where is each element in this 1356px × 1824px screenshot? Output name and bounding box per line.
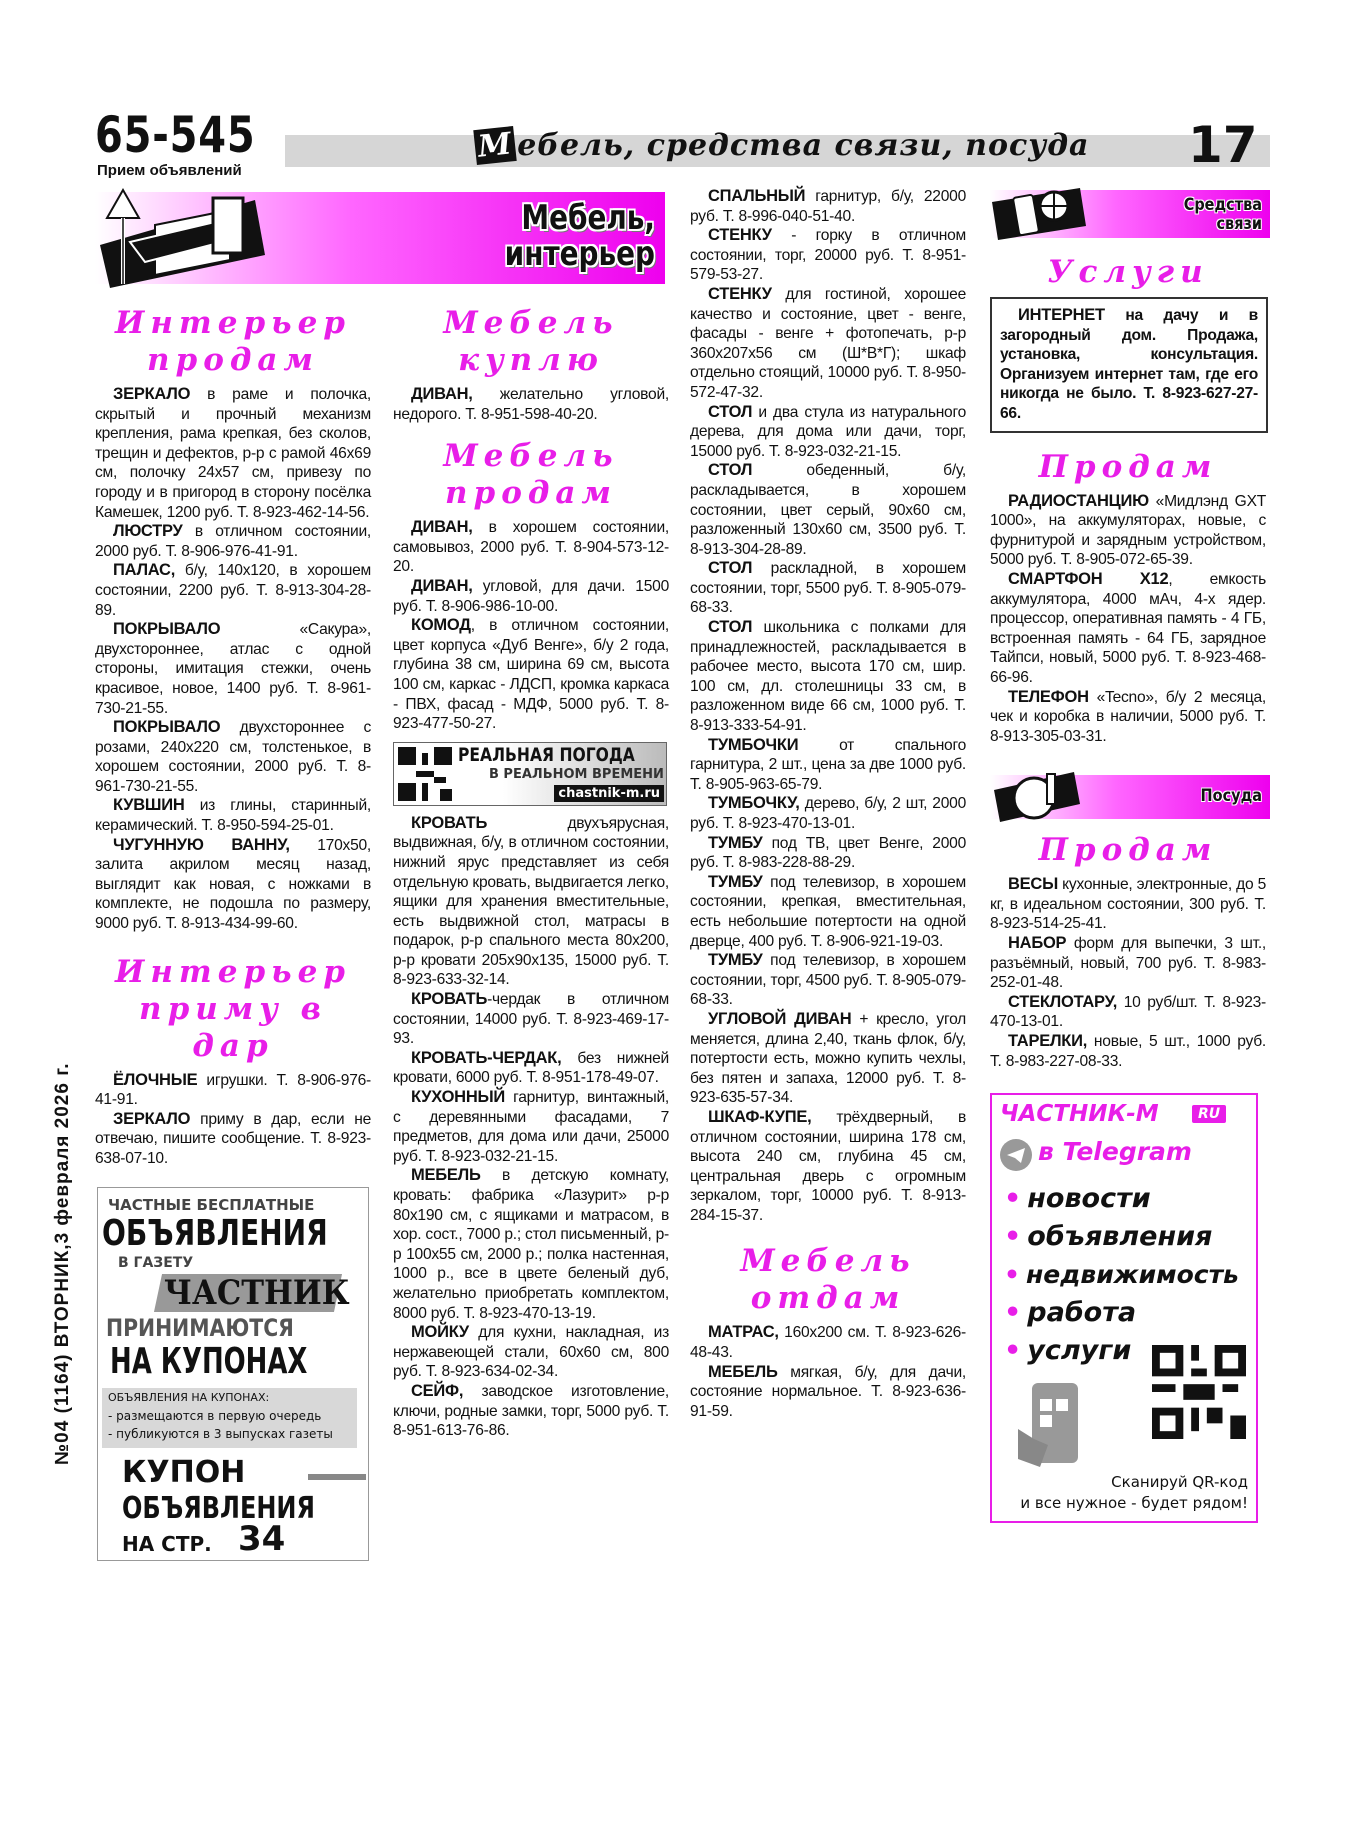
ad-text: под телевизор, в хорошем состоянии, торг, 4500 руб. Т. 8-905-079-68-33. [690,952,966,1009]
ad-keyword: СТЕНКУ [708,284,772,303]
ad-item [393,1088,669,1166]
telegram-caption: Сканируй QR-код [1111,1473,1248,1492]
ad-item [393,1049,669,1088]
ad-text: дерево, б/у, 2 шт, 2000 руб. Т. 8-923-470-13-01. [690,795,966,832]
section-heading: Продам [1038,448,1218,485]
ad-keyword: ЧУГУННУЮ ВАННУ, [113,835,290,854]
banner-line: интерьер [504,234,655,274]
ad-text: от спального гарнитура, 2 шт., цена за две 1000 руб. Т. 8-905-963-65-79. [690,736,966,793]
section-heading: Интерьер [115,953,351,990]
ad-text: кухонные, электронные, до 5 кг, в идеальном состоянии, 300 руб. Т. 8-923-514-25-41. [990,876,1266,933]
ad-keyword: СТОЛ [708,461,753,480]
ad-keyword: СТЕКЛОТАРУ, [1008,992,1118,1011]
section-heading: приму в дар [139,990,327,1064]
ad-item [393,1166,669,1323]
telegram-icon [1000,1139,1032,1171]
ad-keyword: СЕЙФ, [411,1381,464,1400]
ad-item [393,385,669,424]
section-heading: Интерьер [115,305,351,341]
ad-item [690,403,966,462]
ad-item [690,187,966,226]
column-2 [393,305,669,1441]
telegram-list-item: • недвижимость [1004,1260,1239,1290]
ad-item [690,794,966,833]
ad-text: школьника с полками для принадлежностей, раскладывается в рабочее место, высота 170 см, шир. 100 см, дл. столешницы 33 см, в разложенном виде 66 см, 1000 руб. Т. 8-913-333-54-91. [690,619,966,735]
ad-keyword: ПАЛАС, [113,561,176,580]
ad-text: игрушки. Т. 8-906-976-41-91. [95,1071,371,1109]
ad-text: 160х200 см. Т. 8-923-626-48-43. [690,1324,966,1362]
communication-banner-title [1150,196,1262,234]
ad-text: , в отличном состоянии, цвет корпуса «Дуб Венге», б/у 2 года, глубина 38 см, ширина 69 см, высота 100 см, каркас - ЛДСП, кромка каркаса - ПВХ, фасад - МДФ, 5000 руб. Т. 8-923-477-50-27. [393,617,669,733]
section-heading: Услуги [1047,254,1209,290]
ad-text: + кресло, угол меняется, длина 2,40, ткань флок, б/у, потертости есть, можно купить чехлы, без пятен и запаха, 12000 руб. Т. 8-923-635-57-34. [690,1010,966,1107]
ad-keyword: СТОЛ [708,559,753,578]
ad-item [990,993,1266,1032]
ad-item [690,226,966,285]
ad-item [690,559,966,618]
section-heading: Мебель [740,1243,916,1280]
ad-keyword: СТОЛ [708,618,753,637]
section-furniture-sell-cont [393,814,669,1441]
coupon-to: В ГАЗЕТУ [118,1254,194,1271]
weather-ad[interactable] [393,742,667,806]
ad-keyword: КУВШИН [113,796,185,815]
coupon-subtitle: ОБЪЯВЛЕНИЯ [122,1490,315,1526]
ad-text: б/у, 140х120, в хорошем состоянии, 2200 руб. Т. 8-913-304-28-89. [95,562,371,619]
coupon-top: ЧАСТНЫЕ БЕСПЛАТНЫЕ [108,1195,315,1214]
weather-ad-site[interactable]: chastnik-m.ru [554,785,664,802]
coupon-title: КУПОН [122,1454,246,1490]
coupon-page-prefix: НА СТР. [122,1531,212,1556]
ad-keyword: УГЛОВОЙ ДИВАН [708,1009,852,1028]
ad-keyword: КРОВАТЬ-ЧЕРДАК, [411,1048,562,1067]
ad-item [95,561,371,620]
ad-item [690,618,966,736]
ad-keyword: СТЕНКУ [708,226,772,245]
internet-ad-box [990,297,1268,433]
ad-keyword: МАТРАС, [708,1323,779,1342]
ad-keyword: СМАРТФОН Х12 [1008,569,1169,588]
ad-text: обеденный, б/у, раскладывается, в хорошем состоянии, цвет серый, 90х60 см, разложенный 130х60 см, 3500 руб. Т. 8-913-304-28-89. [690,462,966,558]
phone-globe-icon [990,182,1090,244]
ad-item [990,1032,1266,1071]
weather-ad-line1: РЕАЛЬНАЯ ПОГОДА [458,743,635,766]
coupon-note: - размещаются в первую очередь [108,1408,322,1423]
telegram-ad[interactable] [990,1093,1258,1523]
ad-keyword: ЁЛОЧНЫЕ [113,1070,198,1089]
ad-item [690,1323,966,1362]
ad-keyword: КРОВАТЬ [411,813,488,832]
ad-keyword: МЕБЕЛЬ [708,1362,778,1381]
ad-keyword: ТАРЕЛКИ, [1008,1032,1088,1051]
ad-item [393,990,669,1049]
ad-text: 170х50, залита акрилом месяц назад, выглядит как новая, с ножками в комплекте, не подошла по размеру, 9000 руб. Т. 8-913-434-99-60. [95,836,372,933]
ad-keyword: ДИВАН, [411,385,473,403]
section-heading: Мебель [443,438,619,475]
ad-item [1000,306,1258,424]
ad-keyword: КУХОННЫЙ [411,1088,506,1107]
phone-number: 65-545 [95,106,256,164]
ad-keyword: НАБОР [1008,934,1067,953]
section-services [990,254,1266,297]
ad-keyword: МЕБЕЛЬ [411,1166,481,1185]
section-comm-sell [990,449,1266,747]
section-interior-sell [95,305,371,934]
coupon-on: НА КУПОНАХ [110,1340,308,1382]
section-heading: Мебель куплю [443,305,619,378]
ad-text: двухъярусная, выдвижная, б/у, в отличном состоянии, нижний ярус представляет из себя отдельную кровать, выдвигается легко, ящики для хранения вместительные, есть выдвижной стол, матрасы в подарок, р-р спального места 80х200, р-р кровати 205х90х135, 15000 руб. Т. 8-923-633-32-14. [393,814,669,989]
ad-keyword: ШКАФ-КУПЕ, [708,1107,812,1126]
ad-keyword: ТУМБОЧКУ, [708,794,800,813]
telegram-list-item: • работа [1004,1297,1137,1329]
ad-item [393,1382,669,1441]
ad-item [393,814,669,990]
telegram-list-item: • объявления [1004,1221,1213,1253]
page-title [475,128,1090,163]
ad-item [95,1071,371,1110]
ad-item [990,875,1266,934]
ad-keyword: ЗЕРКАЛО [113,1109,191,1128]
ad-text: в раме и полочка, скрытый и прочный механизм крепления, рама крепкая, без сколов, трещин и дефектов, р-р с рамой 46х69 см, полочку 24х57 см, привезу по городу и в пригород в сторону посёлка Камешек, 1200 руб. Т. 8-923-462-14-56. [95,386,371,521]
ad-keyword: ТУМБУ [708,951,763,970]
column-3 [690,187,966,1421]
telegram-caption: и все нужное - будет рядом! [1020,1494,1248,1513]
ad-keyword: ТУМБУ [708,833,763,852]
coupon-ad [97,1187,369,1561]
ad-keyword: СПАЛЬНЫЙ [708,187,806,205]
banner-line: связи [1216,214,1262,234]
ad-keyword: ТУМБОЧКИ [708,735,799,754]
bed-lamp-icon [95,180,275,290]
section-heading: продам [146,342,319,378]
qr-code-icon[interactable] [1152,1345,1246,1439]
ad-text: -чердак в отличном состоянии, 14000 руб. Т. 8-923-469-17-93. [393,991,669,1048]
ad-item [393,518,669,577]
phone-caption: Прием объявлений [97,162,242,179]
ad-item [95,522,371,561]
ad-text: без нижней кровати, 6000 руб. Т. 8-951-178-49-07. [393,1049,669,1087]
ad-item [690,873,966,951]
ad-text: и два стула из натурального дерева, для дома или дачи, торг, 15000 руб. Т. 8-923-032-21-15. [690,403,966,460]
communication-banner-wrap [990,182,1270,238]
ad-text: новые, 5 шт., 1000 руб. Т. 8-983-227-08-33. [990,1033,1266,1070]
ad-item [990,934,1266,993]
coupon-big: ОБЪЯВЛЕНИЯ [102,1212,328,1254]
furniture-banner-title [430,200,656,272]
page-number: 17 [1188,116,1258,174]
ad-text: под ТВ, цвет Венге, 2000 руб. Т. 8-983-228-88-29. [690,834,966,872]
ad-keyword: ДИВАН, [411,518,473,537]
ad-item [690,285,966,403]
ad-item [393,1323,669,1382]
ad-text: форм для выпечки, 3 шт., разъёмный, новый, 700 руб. Т. 8-983-252-01-48. [990,935,1266,992]
ad-text: заводское изготовление, ключи, родные замки, торг, 5000 руб. Т. 8-951-613-76-86. [393,1382,669,1440]
ad-text: из глины, старинный, керамический. Т. 8-950-594-25-01. [95,797,371,835]
telegram-list-item: • новости [1004,1183,1151,1215]
ad-keyword: КРОВАТЬ [411,990,488,1009]
ad-item [95,718,371,796]
telegram-brand-suffix: RU [1192,1105,1226,1123]
ad-item [393,577,669,616]
ad-keyword: РАДИОСТАНЦИЮ [1008,491,1149,510]
ad-text: двухстороннее с розами, 240х220 см, толстенькое, в хорошем состоянии, 2000 руб. Т. 8-961-730-21-55. [95,719,371,795]
ad-text: гарнитур, б/у, 22000 руб. Т. 8-996-040-51-40. [690,188,966,225]
coupon-note: - публикуются в 3 выпусках газеты [108,1426,333,1441]
ad-text: - горку в отличном состоянии, торг, 20000 руб. Т. 8-951-579-53-27. [690,227,966,284]
ad-keyword: ЛЮСТРУ [113,522,183,541]
coupon-page: 34 [238,1518,286,1559]
dishes-banner-wrap [990,768,1270,824]
section-dishes-sell [990,832,1266,1071]
ad-item [990,492,1266,570]
weather-ad-line2: В РЕАЛЬНОМ ВРЕМЕНИ [489,766,664,782]
telegram-brand: ЧАСТНИК-М [1000,1101,1159,1128]
ad-text: раскладной, в хорошем состоянии, торг, 5500 руб. Т. 8-905-079-68-33. [690,560,966,617]
ad-item [95,1110,371,1169]
telegram-list-item: • услуги [1004,1335,1132,1367]
ad-item [95,385,371,522]
ad-text: «Tecno», б/у 2 месяца, чек и коробка в наличии, 5000 руб. Т. 8-913-305-03-31. [990,688,1266,745]
ad-text: , емкость аккумулятора, 4000 мАч, 4-х ядер. процессор, оперативная память - 4 ГБ, встроенная память - 64 ГБ, зарядное Тайпси, новый, 5000 руб. Т. 8-923-468-66-96. [990,570,1267,686]
ad-keyword: ПОКРЫВАЛО [113,620,221,639]
ad-keyword: ПОКРЫВАЛО [113,718,221,737]
ad-item [393,616,669,734]
ad-text: в отличном состоянии, 2000 руб. Т. 8-906-976-41-91. [95,523,371,560]
ad-keyword: ЗЕРКАЛО [113,385,191,403]
qr-code-icon [398,747,452,801]
section-interior-free [95,954,371,1169]
ad-text: в детскую комнату, кровать: фабрика «Лазурит» р-р 80х190 см, с ящиками и матрасом, в хор. сост., 7000 р.; стол письменный, р-р 100х55 см, 2000 р.; полка настенная, 1000 р., все в цвете беленый дуб, желательно приобретать комплектом, 8000 руб. Т. 8-923-470-13-19. [393,1167,669,1322]
ad-text: на дачу и в загородный дом. Продажа, установка, консультация. Организуем интернет там, где его никогда не было. Т. 8-923-627-27-66. [1000,307,1258,422]
coupon-note-title: ОБЪЯВЛЕНИЯ НА КУПОНАХ: [108,1390,270,1404]
section-furniture-buy [393,305,669,424]
ad-text: для кухни, накладная, из нержавеющей стали, 60х60 см, 800 руб. Т. 8-923-634-02-34. [393,1324,669,1381]
ad-item [690,736,966,795]
newspaper-logo: ЧАСТНИК [164,1272,350,1313]
ad-text: «Мидлэнд GXT 1000», на аккумуляторах, новые, с фурнитурой и зарядным устройством, 5000 руб. Т. 8-905-072-65-39. [990,492,1266,569]
ad-keyword: КОМОД [411,616,471,635]
ad-keyword: СТОЛ [708,402,753,421]
ad-item [690,1108,966,1226]
ad-item [690,1010,966,1108]
ad-item [990,570,1266,688]
column-1 [95,305,371,1561]
title-initial: М [473,126,517,165]
hand-phone-icon [1014,1379,1084,1469]
ad-text: для гостиной, хорошее качество и состояние, цвет - венге, фасады - венге + фотопечать, р-р 360х207х56 см (Ш*В*Г); шкаф отдельно стоящий, 10000 руб. Т. 8-950-572-47-32. [690,285,966,401]
ad-text: 10 руб/шт. Т. 8-923-470-13-01. [990,993,1266,1031]
section-heading: Продам [1038,832,1218,869]
ad-keyword: ТЕЛЕФОН [1008,687,1089,706]
ad-text: мягкая, б/у, для дачи, состояние нормальное. Т. 8-923-636-91-59. [690,1363,966,1420]
dishes-banner-title: Посуда [1200,786,1262,807]
ad-item [95,796,371,835]
ad-item [690,834,966,873]
column-4 [990,182,1272,1523]
ad-item [95,620,371,718]
section-heading: продам [444,475,617,512]
ad-keyword: ДИВАН, [411,576,473,595]
coupon-accepted: ПРИНИМАЮТСЯ [106,1313,294,1342]
dishes-icon [992,768,1082,826]
banner-line: Средства [1183,195,1262,215]
section-furniture-sell-cont2 [690,187,966,1225]
ad-keyword: ВЕСЫ [1008,875,1058,894]
ad-text: в хорошем состоянии, самовывоз, 2000 руб. Т. 8-904-573-12-20. [393,519,669,576]
ad-text: гарнитур, винтажный, с деревянными фасадами, 7 предметов, для дома или дачи, 25000 руб. Т. 8-923-032-21-15. [393,1089,669,1165]
section-furniture-give [690,1243,966,1421]
banner-line: Мебель, [521,198,655,238]
ad-text: под телевизор, в хорошем состоянии, крепкая, вместительная, есть небольшие потертости на одной дверце, 400 руб. Т. 8-906-921-19-03. [690,873,966,950]
title-rest: ебель, средства связи, посуда [517,128,1090,163]
ad-item [690,461,966,559]
ad-keyword: МОЙКУ [411,1323,469,1342]
ad-text: приму в дар, если не отвечаю, пишите сообщение. Т. 8-923-638-07-10. [95,1110,371,1167]
ad-item [95,836,371,934]
ad-keyword: ТУМБУ [708,872,763,891]
ad-item [690,1363,966,1422]
ad-text: «Сакура», двухстороннее, атлас с одной стороны, имитация стежки, очень красивое, новое, 1400 руб. Т. 8-961-730-21-55. [95,621,371,717]
ad-keyword: ИНТЕРНЕТ [1018,306,1105,324]
ad-text: желательно угловой, недорого. Т. 8-951-598-40-20. [393,386,669,423]
ad-text: угловой, для дачи. 1500 руб. Т. 8-906-986-10-00. [393,577,669,615]
ad-item [690,951,966,1010]
ad-text: трёхдверный, в отличном состоянии, ширина 178 см, высота 240 см, глубина 45 см, центральная дверь с огромным зеркалом, торг, 10000 руб. Т. 8-913-284-15-37. [690,1108,966,1224]
ad-item [990,688,1266,747]
section-furniture-sell [393,438,669,734]
section-heading: отдам [750,1280,906,1317]
issue-date-caption: №04 (1164) ВТОРНИК,3 февраля 2026 г. [52,1062,73,1465]
telegram-title: в Telegram [1038,1137,1192,1167]
